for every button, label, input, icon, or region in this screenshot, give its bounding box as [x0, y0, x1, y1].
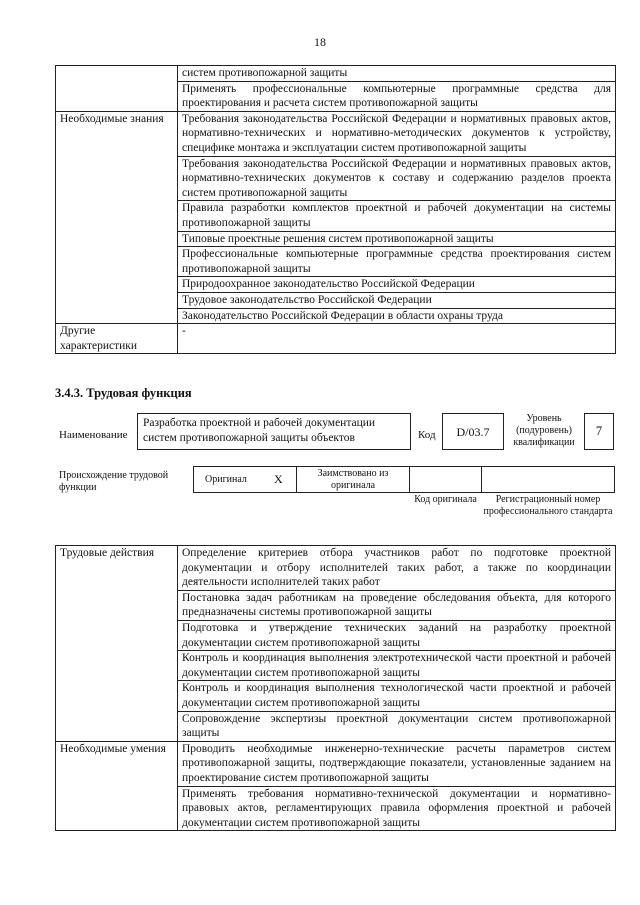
- reg-caption: Регистрационный номер профессионального стандарта: [483, 494, 613, 517]
- table-row: [56, 111, 616, 156]
- row-item: Определение критериев отбора участников работ по подготовке проектной документации и отбору исполнителей таких работ, а также по координации деятельности исполнителей таких работ: [178, 546, 616, 591]
- row-item: Профессиональные компьютерные программные средства проектирования систем противопожарной защиты: [178, 247, 616, 277]
- row-label: [56, 66, 178, 112]
- row-item: Требования законодательства Российской Федерации и нормативных правовых актов, нормативно-технических документов к составу и содержанию разделов проекта систем противопожарной защиты: [178, 156, 616, 201]
- function-code: D/03.7: [456, 425, 490, 439]
- row-label-skills: Необходимые умения: [56, 741, 178, 831]
- row-label-actions: Трудовые действия: [56, 546, 178, 742]
- reg-number-box: [481, 466, 615, 493]
- borrowed-label: Заимствовано из оригинала: [317, 468, 389, 491]
- level-value: 7: [595, 424, 603, 438]
- row-item: Природоохранное законодательство Российской Федерации: [178, 277, 616, 293]
- row-label-knowledge: Необходимые знания: [56, 111, 178, 323]
- origin-label: Происхождение трудовой функции: [59, 470, 169, 493]
- row-item: Законодательство Российской Федерации в области охраны труда: [178, 308, 616, 324]
- original-mark: X: [274, 472, 283, 486]
- row-item: Применять профессиональные компьютерные программные средства для проектирования и расчета систем противопожарной защиты: [178, 81, 616, 111]
- row-item: Подготовка и утверждение технических заданий на разработку проектной документации систем противопожарной защиты: [178, 620, 616, 650]
- function-name: Разработка проектной и рабочей документации систем противопожарной защиты объектов: [143, 417, 376, 444]
- code-label: Код: [418, 429, 436, 441]
- row-item: Требования законодательства Российской Федерации и нормативных правовых актов, нормативно-технических и нормативно-методических документов к устройству, специфике монтажа и эксплуатации систем противопожарной защиты: [178, 111, 616, 156]
- row-item: Типовые проектные решения систем противопожарной защиты: [178, 231, 616, 247]
- row-item: Применять требования нормативно-технической документации и нормативно-правовых актов, регламентирующих правила оформления проектной и рабочей документации систем противопожарной защиты: [178, 786, 616, 831]
- row-item: систем противопожарной защиты: [178, 66, 616, 82]
- row-item: Правила разработки комплектов проектной и рабочей документации на системы противопожарной защиты: [178, 201, 616, 231]
- name-label: Наименование: [59, 429, 128, 441]
- row-item: Контроль и координация выполнения технологической части проектной и рабочей документации систем противопожарной защиты: [178, 681, 616, 711]
- function-code-box: [442, 413, 504, 450]
- row-item: Трудовое законодательство Российской Федерации: [178, 292, 616, 308]
- row-item: Контроль и координация выполнения электротехнической части проектной и рабочей документации систем противопожарной защиты: [178, 651, 616, 681]
- table-row: [56, 324, 616, 354]
- row-item: Сопровождение экспертизы проектной документации систем противопожарной защиты: [178, 711, 616, 741]
- level-value-box: [584, 413, 614, 450]
- section-title: 3.4.3. Трудовая функция: [55, 386, 192, 400]
- page-number: 18: [314, 35, 326, 49]
- borrowed-box: [296, 466, 410, 493]
- original-code-box: [409, 466, 482, 493]
- table-row: [56, 741, 616, 786]
- function-name-box: [137, 413, 411, 450]
- level-label: Уровень (подуровень) квалификации: [513, 413, 575, 448]
- table-row: [56, 66, 616, 82]
- row-item: Постановка задач работникам на проведение обследования объекта, для которого предназначены системы противопожарной защиты: [178, 590, 616, 620]
- code-caption: Код оригинала: [414, 494, 477, 505]
- original-label: Оригинал: [205, 474, 247, 485]
- table-row: [56, 546, 616, 591]
- row-item: -: [178, 324, 616, 354]
- row-item: Проводить необходимые инженерно-технические расчеты параметров систем противопожарной защиты, подтверждающие показатели, установленные заданием на проектирование систем противопожарной защиты: [178, 741, 616, 786]
- original-box: [193, 466, 297, 493]
- row-label-other: Другие характеристики: [56, 324, 178, 354]
- requirements-table-bottom: [55, 545, 616, 831]
- requirements-table-top: [55, 65, 616, 354]
